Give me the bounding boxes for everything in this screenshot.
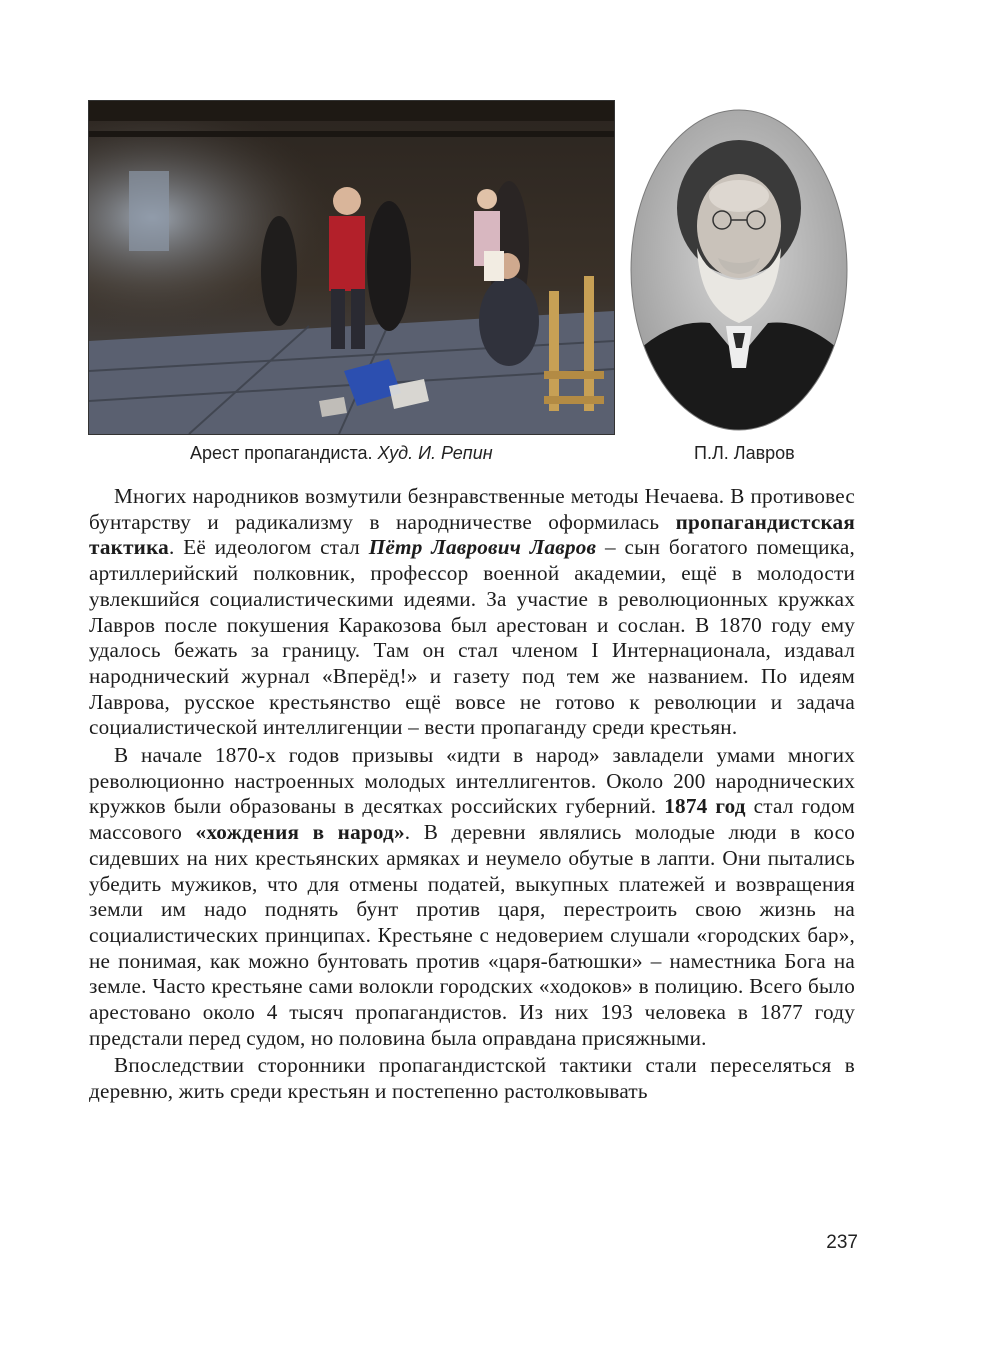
portrait-caption: П.Л. Лавров bbox=[694, 443, 795, 463]
painting-image bbox=[89, 101, 614, 434]
text-run: Впоследствии сторонники пропагандистской тактики стали переселяться в деревню, жить среди крестьян и постепенно растолковывать bbox=[89, 1053, 855, 1104]
painting-caption-artist: Худ. И. Репин bbox=[377, 443, 493, 463]
paragraph bbox=[89, 1053, 855, 1104]
text-run: . В деревни являлись молодые люди в косо сидевших на них крестьянских армяках и неумело обутые в лапти. Они пытались убедить мужиков, что для отмены податей, выкупных платежей и возвращения земли им надо поднять бунт против царя, перестроить свою жизнь на социалистических принципах. Крестьяне с недоверием слушали «городских бар», не понимая, как можно бунтовать против «царя-батюшки» – наместника Бога на земле. Часто крестьяне сами волокли городских «ходоков» в полицию. Всего было арестовано около 4 тысяч пропагандистов. Из них 193 человека в 1877 году предстали перед судом, но половина была оправдана присяжными. bbox=[89, 820, 855, 1050]
text-run: Многих народников возмутили безнравственные методы Нечаева. В противовес бунтарству и радикализму в народничестве оформилась bbox=[89, 484, 855, 534]
emphasis-run: Пётр Лаврович Лавров bbox=[368, 535, 597, 560]
paragraph bbox=[89, 743, 855, 1051]
body-text bbox=[89, 484, 855, 1105]
painting-arrest-of-propagandist bbox=[88, 100, 615, 435]
paragraph bbox=[89, 484, 855, 741]
text-run: . Её идеологом стал bbox=[168, 535, 369, 560]
painting-caption-title: Арест пропагандиста. bbox=[190, 443, 378, 463]
text-run: В начале 1870-х годов призывы «идти в народ» завладели умами многих революционно настроенных молодых интеллигентов. Около 200 народнических кружков были образованы в десятках российских губерний. bbox=[89, 743, 855, 819]
emphasis-run: «хождения в народ» bbox=[195, 820, 405, 845]
emphasis-run: 1874 год bbox=[664, 794, 746, 819]
painting-caption bbox=[190, 441, 493, 465]
portrait-image bbox=[630, 108, 848, 433]
portrait-lavrov bbox=[630, 108, 848, 433]
emphasis-run: пропагандистская тактика bbox=[89, 509, 855, 560]
text-run: стал годом массового bbox=[89, 794, 855, 845]
page-number: 237 bbox=[826, 1232, 858, 1253]
text-run: – сын богатого помещика, артиллерийский полковник, профессор военной академии, ещё в молодости увлекшийся социалистическими идеями. За участие в революционных кружках Лавров после покушения Каракозова был арестован и сослан. В 1870 году ему удалось бежать за границу. Там он стал членом I Интернационала, издавал народнический журнал «Вперёд!» и газету под тем же названием. По идеям Лаврова, русское крестьянство ещё вовсе не готово к революции и задача социалистической интеллигенции – вести пропаганду среди крестьян. bbox=[89, 535, 855, 740]
